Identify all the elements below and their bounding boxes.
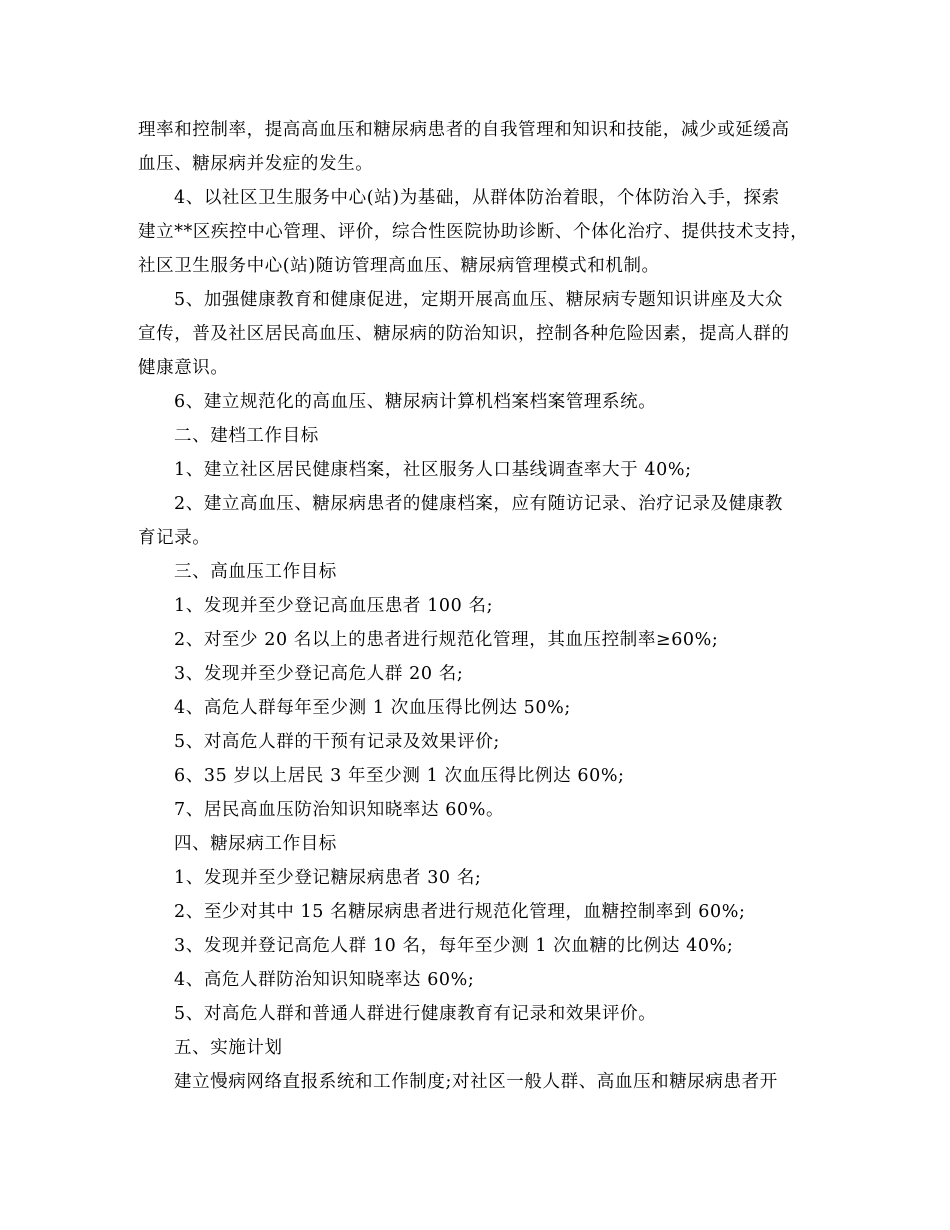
- section-heading: 四、糖尿病工作目标: [174, 834, 337, 854]
- text-line: 社区卫生服务中心(站)随访管理高血压、糖尿病管理模式和机制。: [138, 256, 660, 276]
- text-line: 育记录。: [138, 528, 211, 548]
- text-line: 6、建立规范化的高血压、糖尿病计算机档案档案管理系统。: [174, 392, 657, 412]
- text-line: 1、发现并至少登记高血压患者 100 名;: [174, 596, 494, 616]
- text-line: 4、高危人群防治知识知晓率达 60%;: [174, 970, 475, 990]
- text-line: 理率和控制率，提高高血压和糖尿病患者的自我管理和知识和技能，减少或延缓高: [138, 120, 790, 140]
- text-line: 7、居民高血压防治知识知晓率达 60%。: [174, 800, 505, 820]
- text-line: 建立**区疾控中心管理、评价，综合性医院协助诊断、个体化治疗、提供技术支持，: [138, 222, 809, 242]
- section-heading: 二、建档工作目标: [174, 426, 319, 446]
- text-line: 6、35 岁以上居民 3 年至少测 1 次血压得比例达 60%;: [174, 766, 625, 786]
- text-line: 1、建立社区居民健康档案，社区服务人口基线调查率大于 40%;: [174, 460, 692, 480]
- text-line: 4、以社区卫生服务中心(站)为基础，从群体防治着眼，个体防治入手，探索: [174, 188, 780, 208]
- text-line: 3、发现并至少登记高危人群 20 名;: [174, 664, 464, 684]
- section-heading: 五、实施计划: [174, 1038, 283, 1058]
- text-line: 5、加强健康教育和健康促进，定期开展高血压、糖尿病专题知识讲座及大众: [174, 290, 784, 310]
- section-heading: 三、高血压工作目标: [174, 562, 337, 582]
- text-line: 5、对高危人群和普通人群进行健康教育有记录和效果评价。: [174, 1004, 657, 1024]
- text-line: 2、建立高血压、糖尿病患者的健康档案，应有随访记录、治疗记录及健康教: [174, 494, 784, 514]
- text-line: 2、对至少 20 名以上的患者进行规范化管理，其血压控制率≥60%;: [174, 630, 719, 650]
- text-line: 4、高危人群每年至少测 1 次血压得比例达 50%;: [174, 698, 571, 718]
- text-line: 3、发现并登记高危人群 10 名，每年至少测 1 次血糖的比例达 40%;: [174, 936, 734, 956]
- text-line: 健康意识。: [138, 358, 229, 378]
- text-line: 建立慢病网络直报系统和工作制度;对社区一般人群、高血压和糖尿病患者开: [174, 1072, 778, 1092]
- text-line: 2、至少对其中 15 名糖尿病患者进行规范化管理，血糖控制率到 60%;: [174, 902, 746, 922]
- text-line: 5、对高危人群的干预有记录及效果评价;: [174, 732, 500, 752]
- text-line: 1、发现并至少登记糖尿病患者 30 名;: [174, 868, 482, 888]
- text-line: 血压、糖尿病并发症的发生。: [138, 154, 374, 174]
- text-line: 宣传，普及社区居民高血压、糖尿病的防治知识，控制各种危险因素，提高人群的: [138, 324, 790, 344]
